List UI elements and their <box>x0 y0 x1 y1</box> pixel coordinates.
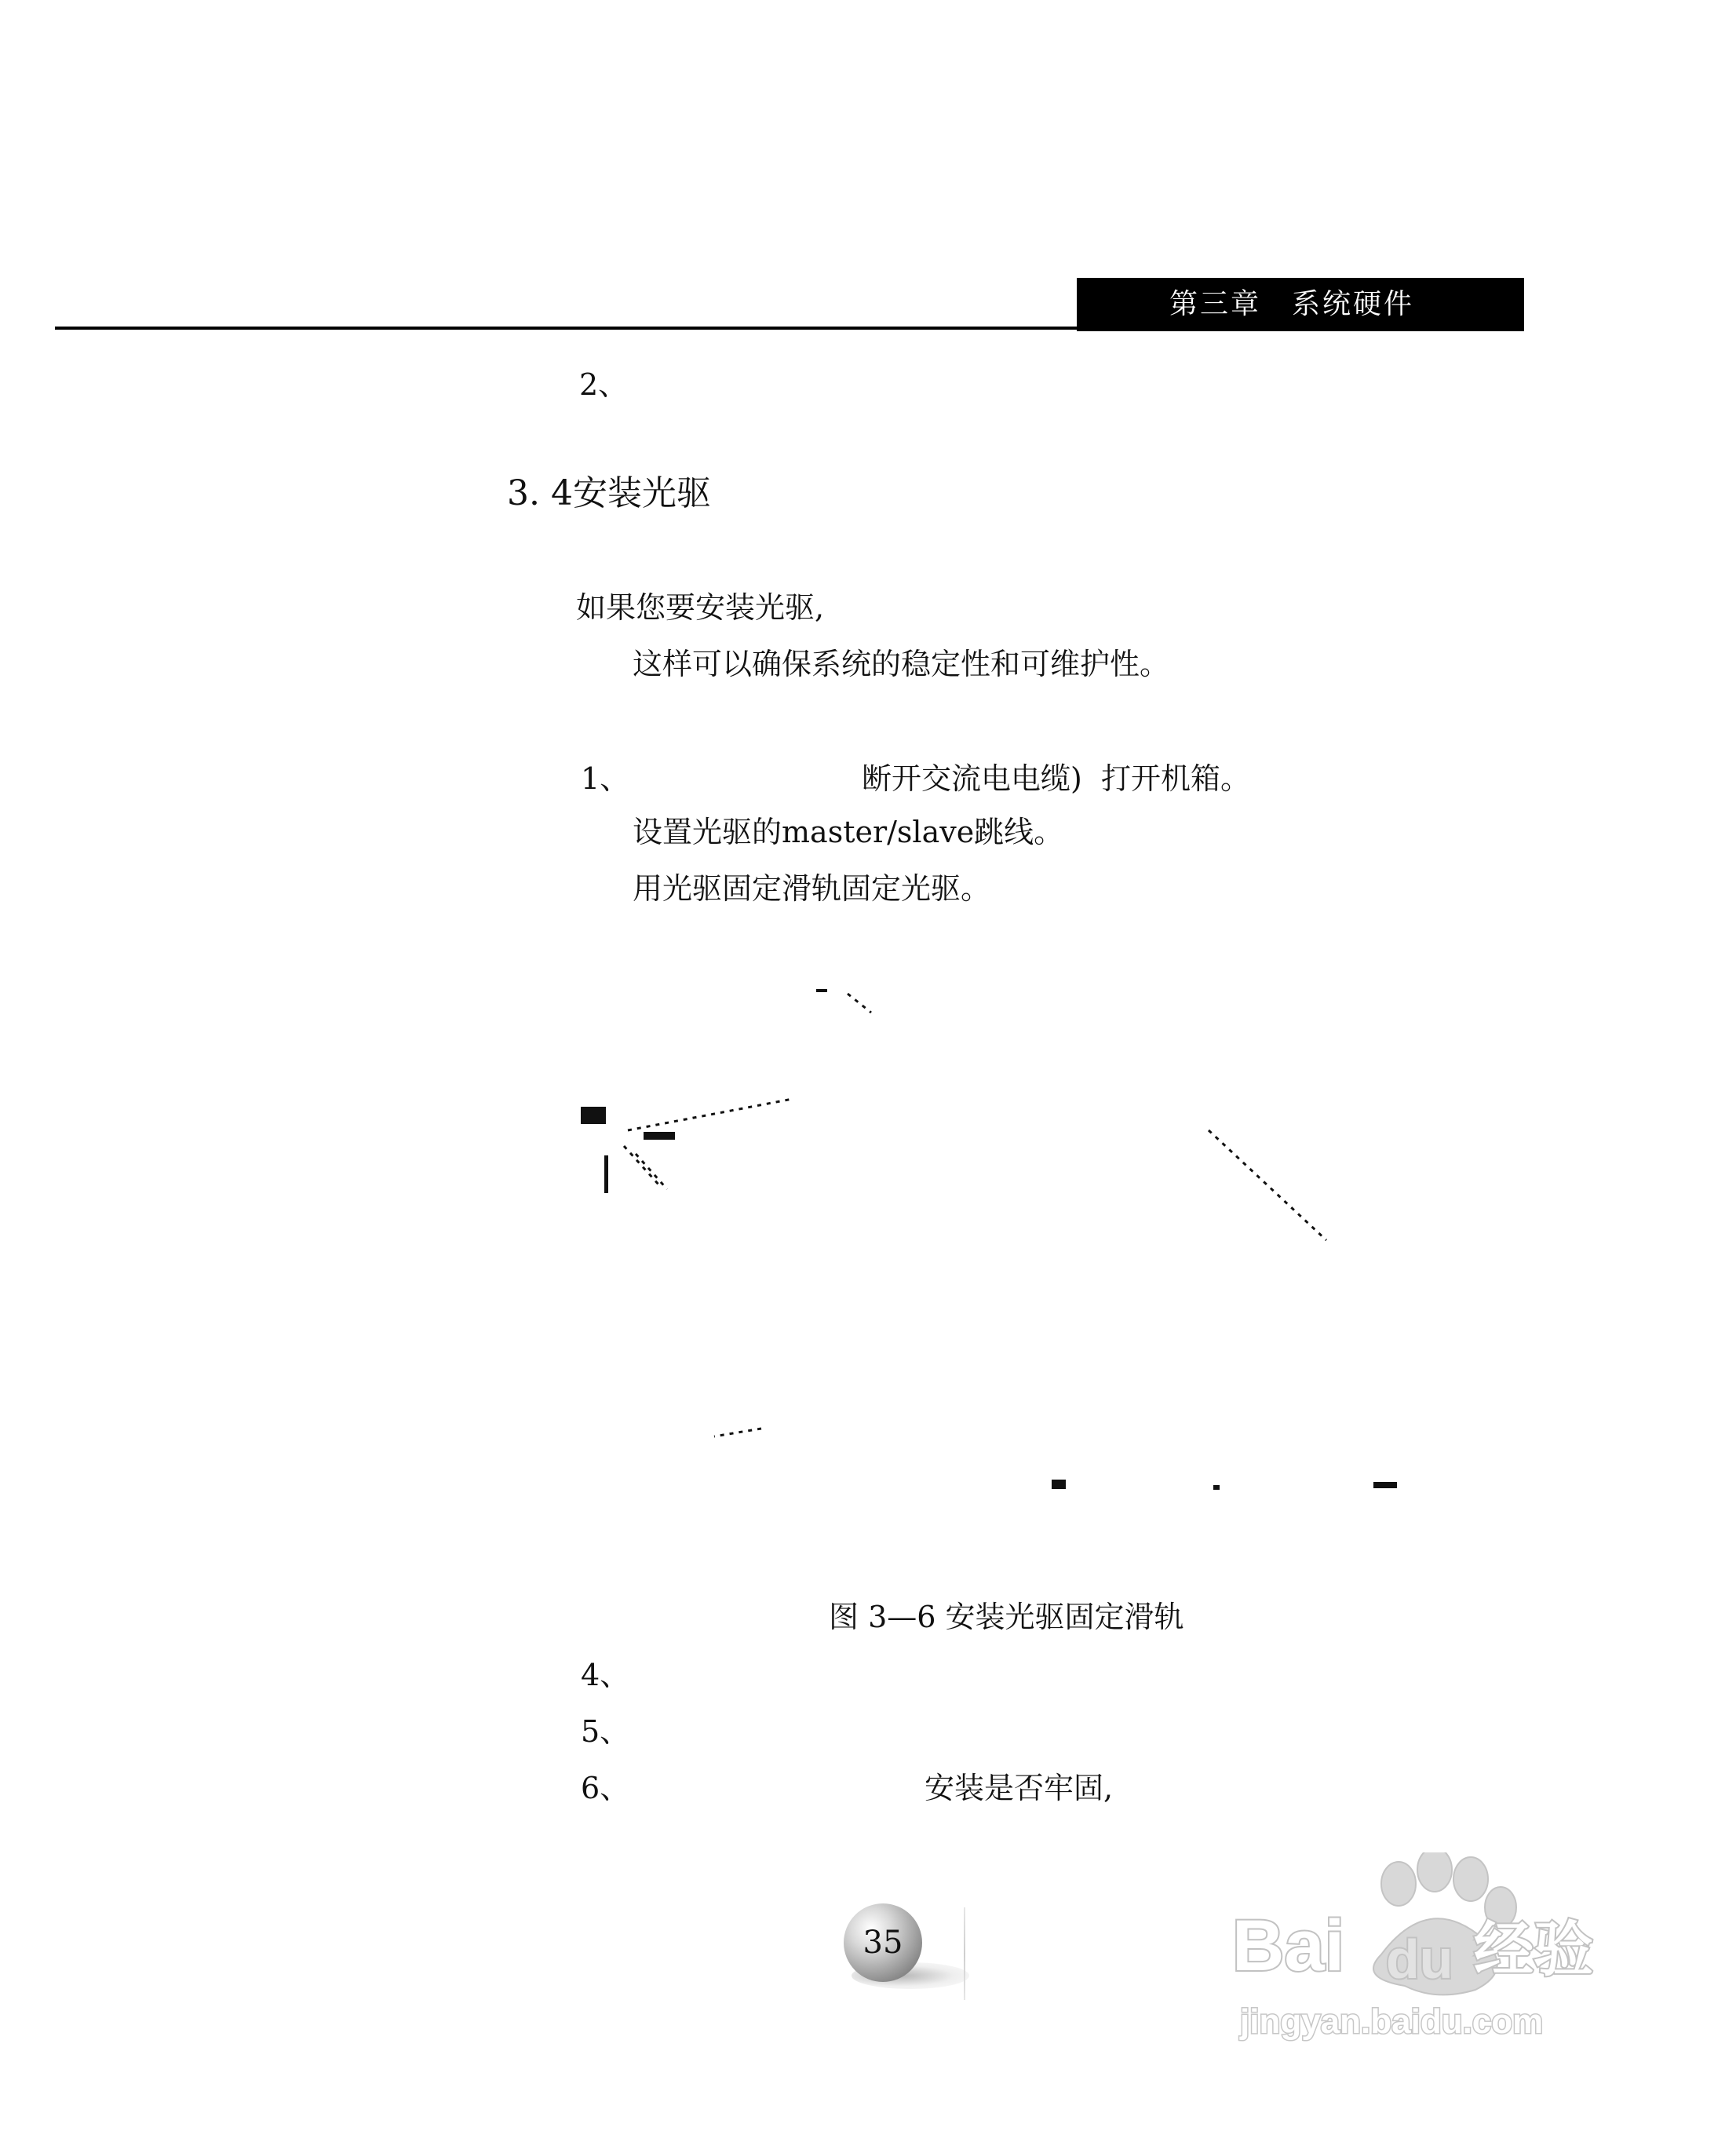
figure-label-blob <box>581 1107 606 1124</box>
figure-diagonal-line <box>1209 1130 1326 1240</box>
figure-mark <box>1213 1485 1220 1490</box>
svg-text:经验: 经验 <box>1474 1917 1593 1984</box>
step-1-number: 1、 <box>581 761 630 796</box>
figure-fragment <box>714 1429 761 1436</box>
svg-text:jingyan.baidu.com: jingyan.baidu.com <box>1240 2002 1544 2041</box>
figure-mark <box>1052 1480 1066 1489</box>
step-2-number: 2、 <box>579 367 629 402</box>
chapter-header: 第三章 系统硬件 <box>1077 278 1524 331</box>
step-6-number: 6、 <box>581 1771 630 1805</box>
figure-dashed-line <box>628 1099 793 1130</box>
step-1-text: 断开交流电电缆) 打开机箱。 <box>862 761 1250 796</box>
intro-line-2: 这样可以确保系统的稳定性和可维护性。 <box>633 647 1170 681</box>
svg-text:Bai: Bai <box>1232 1906 1345 1986</box>
drive-rail-figure <box>581 989 1428 1523</box>
step-2-text: 设置光驱的master/slave跳线。 <box>633 815 1064 849</box>
header-rule <box>55 327 1085 330</box>
step-3-text: 用光驱固定滑轨固定光驱。 <box>633 871 991 906</box>
section-title: 3. 4安装光驱 <box>507 473 711 513</box>
step-6-text: 安装是否牢固, <box>925 1771 1114 1805</box>
step-4-number: 4、 <box>581 1658 630 1692</box>
page-number: 35 <box>863 1925 903 1961</box>
svg-text:du: du <box>1386 1929 1453 1990</box>
step-5-number: 5、 <box>581 1714 630 1749</box>
baidu-watermark-logo <box>1224 1852 1632 2064</box>
figure-caption: 图 3—6 安装光驱固定滑轨 <box>829 1600 1184 1634</box>
figure-mark <box>816 989 827 992</box>
figure-mark <box>1373 1482 1397 1488</box>
page-divider <box>964 1907 965 2000</box>
paw-toe-icon <box>1381 1862 1416 1906</box>
intro-line-1: 如果您要安装光驱, <box>576 590 825 625</box>
figure-bracket-lines <box>624 1146 659 1185</box>
